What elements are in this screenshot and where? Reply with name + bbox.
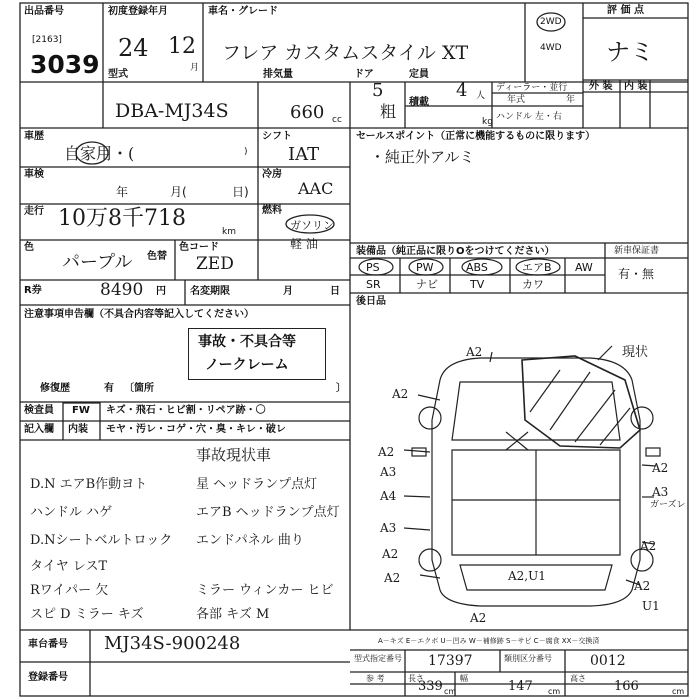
load-label: 積載 bbox=[409, 97, 429, 108]
damage-code: A3 bbox=[380, 465, 397, 479]
remark-item: D.N エアB作動ヨト bbox=[30, 477, 148, 492]
recycle-label: R券 bbox=[24, 285, 42, 296]
handle-label: ハンドル 左・右 bbox=[496, 112, 562, 122]
repair-bracket-close: 〕 bbox=[336, 383, 346, 394]
shift-label: シフト bbox=[262, 131, 292, 142]
chassis-value: MJ34S-900248 bbox=[104, 633, 241, 654]
lot-number-label: 出品番号 bbox=[24, 6, 64, 17]
reference-label: 参 考 bbox=[366, 674, 385, 683]
color-label: 色 bbox=[24, 242, 34, 253]
width-label: 幅 bbox=[460, 674, 468, 683]
mileage-label: 走行 bbox=[24, 206, 44, 217]
length-value: 339 bbox=[418, 679, 443, 694]
drive-4wd: 4WD bbox=[540, 43, 562, 53]
fw-label: FW bbox=[72, 405, 90, 416]
fw-items: キズ・飛石・ヒビ割・リペア跡・〇 bbox=[106, 405, 266, 416]
category-value: 0012 bbox=[590, 653, 626, 669]
name-change-label: 名変期限 bbox=[190, 286, 230, 297]
remark-item: 各部 キズ M bbox=[196, 607, 270, 622]
color-value: パープル bbox=[62, 252, 133, 273]
displacement-label: 排気量 bbox=[263, 69, 293, 80]
remark-item: ハンドル ハゲ bbox=[30, 505, 113, 520]
name-change-day: 日 bbox=[330, 286, 340, 297]
remark-item: スピ D ミラー キズ bbox=[30, 607, 144, 622]
length-unit: cm bbox=[444, 687, 457, 696]
yen-unit: 円 bbox=[156, 286, 166, 297]
equip-leather: カワ bbox=[522, 278, 544, 291]
inspection-day: 日) bbox=[232, 185, 249, 199]
height-label: 高さ bbox=[570, 674, 586, 683]
repair-value: 有 bbox=[104, 383, 114, 394]
month-unit: 月 bbox=[190, 63, 200, 73]
doors-value: 5 bbox=[372, 80, 384, 101]
equip-abs: ABS bbox=[466, 261, 488, 274]
after-label: 後日品 bbox=[356, 296, 386, 307]
sales-point-value: ・純正外アルミ bbox=[370, 148, 475, 166]
kg-unit: kg bbox=[482, 117, 493, 127]
lot-number: 3039 bbox=[30, 50, 100, 79]
damage-code: A2 bbox=[466, 345, 483, 359]
lot-code: [2163] bbox=[32, 35, 62, 45]
inspector-label2: 記入欄 bbox=[24, 424, 54, 435]
damage-code: A4 bbox=[380, 489, 397, 503]
displacement-value: 660 bbox=[290, 102, 325, 123]
sales-point-label: セールスポイント（正常に機能するものに限ります） bbox=[356, 131, 596, 142]
notes-label: 注意事項申告欄（不具合内容等記入してください） bbox=[24, 309, 254, 320]
color-code-value: ZED bbox=[196, 254, 234, 274]
accident-line2: ノークレーム bbox=[205, 357, 289, 373]
inspector-label1: 検査員 bbox=[24, 405, 54, 416]
cc-unit: cc bbox=[332, 115, 342, 125]
type-designation-value: 17397 bbox=[428, 653, 473, 669]
reg-month: 12 bbox=[168, 34, 196, 59]
equip-tv: TV bbox=[470, 278, 485, 291]
capacity-value: 4 bbox=[456, 80, 468, 101]
km-unit: km bbox=[222, 227, 236, 237]
height-unit: cm bbox=[672, 687, 685, 696]
history-label: 車歴 bbox=[24, 131, 44, 142]
height-value: 166 bbox=[614, 679, 639, 694]
history-paren-close: ) bbox=[244, 147, 248, 157]
equip-airbag: エアB bbox=[522, 261, 552, 274]
remark-item: ミラー ウィンカー ヒビ bbox=[196, 583, 334, 598]
load-value: 粗 bbox=[380, 102, 397, 121]
chassis-label: 車台番号 bbox=[28, 639, 68, 650]
ac-label: 冷房 bbox=[262, 169, 282, 180]
damage-code: A2 bbox=[382, 547, 399, 561]
inspection-month: 月( bbox=[170, 185, 187, 199]
model-grade-label: 車名・グレード bbox=[208, 6, 278, 17]
remark-item: 事故現状車 bbox=[196, 446, 272, 464]
dealer-label: ディーラー・並行 bbox=[496, 83, 568, 93]
repair-label: 修復歴 bbox=[40, 383, 70, 394]
damage-code: U1 bbox=[642, 599, 660, 613]
model-type-value: DBA-MJ34S bbox=[115, 100, 229, 122]
repair-bracket: 〔箇所 bbox=[124, 383, 154, 394]
equip-sr: SR bbox=[366, 278, 381, 291]
equip-navi: ナビ bbox=[416, 278, 438, 291]
model-grade-value: フレア カスタムスタイル XT bbox=[222, 42, 469, 64]
person-unit: 人 bbox=[476, 91, 486, 101]
model-year-label: 年式 bbox=[507, 95, 526, 105]
fuel-label: 燃料 bbox=[262, 205, 282, 216]
damage-code: A3 bbox=[652, 485, 669, 499]
equip-ps: PS bbox=[366, 261, 380, 274]
remark-item: エンドパネル 曲り bbox=[196, 533, 304, 548]
capacity-label: 定員 bbox=[409, 69, 429, 80]
accident-line1: 事故・不具合等 bbox=[198, 334, 296, 350]
remark-item: Rワイパー 欠 bbox=[30, 583, 109, 598]
name-change-month: 月 bbox=[283, 286, 293, 297]
inspection-label: 車検 bbox=[24, 169, 44, 180]
inspection-year: 年 bbox=[116, 185, 129, 199]
damage-code: A2 bbox=[378, 445, 395, 459]
warranty-label: 新車保証書 bbox=[614, 246, 660, 256]
mileage-value: 10万8千718 bbox=[58, 206, 186, 231]
width-unit: cm bbox=[548, 687, 561, 696]
equip-pw: PW bbox=[416, 261, 434, 274]
equipment-label: 装備品（純正品に限りOをつけてください） bbox=[356, 246, 555, 257]
ac-value: AAC bbox=[298, 179, 334, 198]
damage-code: A2 bbox=[470, 611, 487, 625]
interior-label: 内 装 bbox=[624, 81, 648, 92]
damage-legend: A－キズ E－エクボ U－凹み W－補修跡 S－サビ C－腐食 XX－交換済 bbox=[378, 637, 600, 645]
interior-color-label: 色替 bbox=[147, 251, 167, 262]
damage-label: 現状 bbox=[622, 345, 649, 360]
damage-code: A2 bbox=[392, 387, 409, 401]
history-value: 自家用・( bbox=[64, 144, 135, 163]
remark-item: 星 ヘッドランプ点灯 bbox=[196, 477, 318, 492]
length-label: 長さ bbox=[408, 674, 424, 683]
damage-code: A2 bbox=[384, 571, 401, 585]
exterior-label: 外 装 bbox=[589, 81, 613, 92]
equip-aw: AW bbox=[575, 261, 593, 274]
damage-code: A2 bbox=[634, 579, 651, 593]
model-type-label: 型式 bbox=[108, 69, 128, 80]
rating-value: ナミ bbox=[606, 38, 654, 66]
fuel-value-diesel: 軽 油 bbox=[290, 237, 318, 251]
shift-value: IAT bbox=[288, 144, 320, 165]
damage-code: A3 bbox=[380, 521, 397, 535]
fuel-value-gasoline: ガソリン bbox=[290, 219, 334, 232]
damage-code: A2,U1 bbox=[508, 569, 546, 583]
int-label: 内装 bbox=[68, 424, 88, 435]
color-code-label: 色コード bbox=[179, 242, 219, 253]
type-designation-label: 型式指定番号 bbox=[354, 654, 402, 663]
doors-label: ドア bbox=[354, 69, 374, 80]
int-items: モヤ・汚レ・コゲ・穴・臭・キレ・破レ bbox=[106, 424, 286, 435]
first-reg-label: 初度登録年月 bbox=[108, 6, 168, 17]
category-label: 類別区分番号 bbox=[504, 654, 552, 663]
damage-code: ガーズレ bbox=[650, 500, 686, 510]
remark-item: エアB ヘッドランプ点灯 bbox=[196, 505, 340, 520]
remark-item: D.Nシートベルトロック bbox=[30, 533, 173, 548]
damage-code: A2 bbox=[640, 539, 657, 553]
damage-code: A2 bbox=[652, 461, 669, 475]
warranty-value: 有・無 bbox=[618, 267, 655, 281]
recycle-value: 8490 bbox=[100, 280, 144, 300]
remark-item: タイヤ レスT bbox=[30, 559, 108, 574]
drive-2wd: 2WD bbox=[540, 17, 562, 27]
registration-label: 登録番号 bbox=[28, 672, 68, 683]
width-value: 147 bbox=[508, 679, 533, 694]
year-unit: 年 bbox=[566, 95, 576, 105]
reg-year: 24 bbox=[118, 34, 149, 62]
rating-label: 評 価 点 bbox=[607, 5, 644, 16]
